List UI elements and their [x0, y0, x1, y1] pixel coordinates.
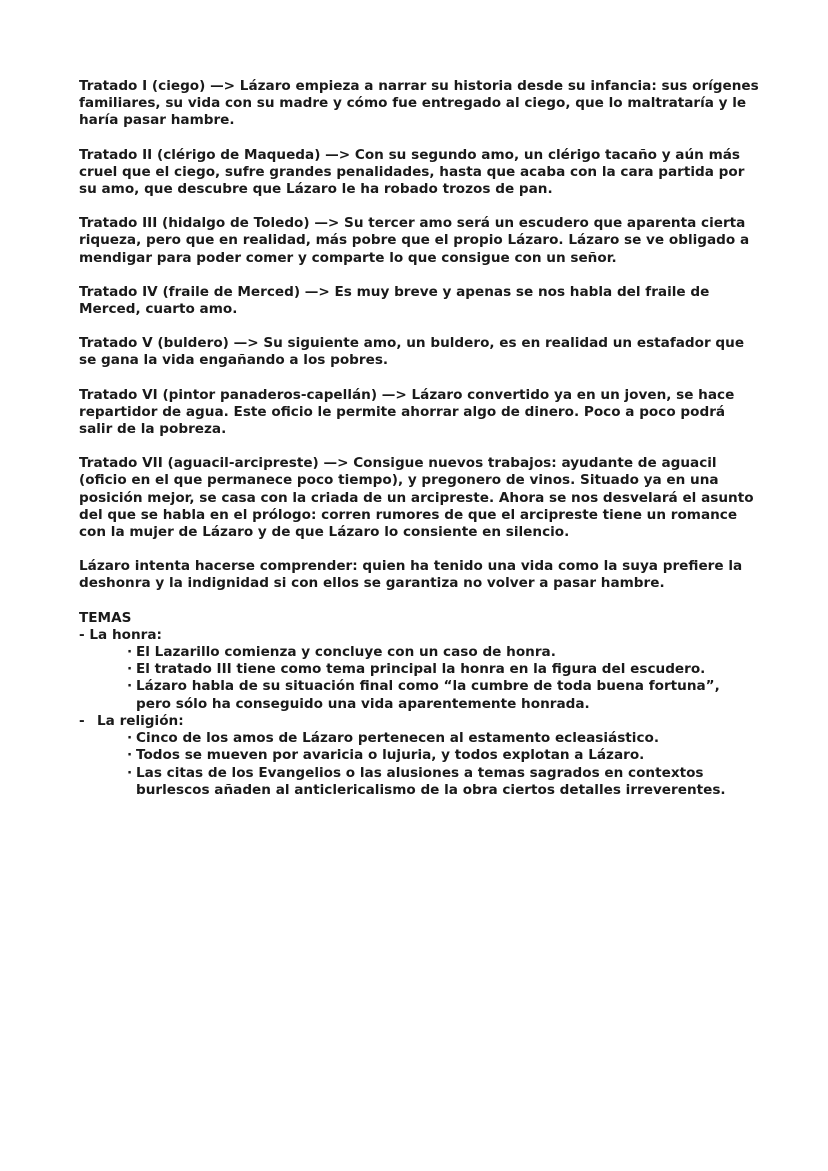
honra-list [79, 644, 759, 713]
list-item [127, 747, 759, 764]
topic-religion-label: La religión: [97, 712, 184, 729]
religion-list [79, 730, 759, 799]
paragraph-tratado-4: Tratado IV (fraile de Merced) —> Es muy breve y apenas se nos habla del fraile de Merced, cuarto amo. [79, 283, 710, 318]
list-item-text: Cinco de los amos de Lázaro pertenecen al estamento ecleasiástico. [136, 730, 660, 747]
paragraph-tratado-2: Tratado II (clérigo de Maqueda) —> Con su segundo amo, un clérigo tacaño y aún más cruel que el ciego, sufre grandes penalidades, hasta que acaba con la cara partida por su amo, que descubre que Lázaro le ha robado trozos de pan. [79, 146, 745, 198]
list-item-text: El tratado III tiene como tema principal la honra en la figura del escudero. [136, 661, 706, 678]
list-item [127, 661, 759, 678]
list-item-text: Lázaro habla de su situación final como “la cumbre de toda buena fortuna”, pero sólo ha conseguido una vida aparentemente honrada. [136, 678, 720, 712]
temas-heading: TEMAS [79, 609, 132, 626]
document-page [79, 78, 759, 799]
topic-honra [79, 627, 759, 644]
list-item-text: Las citas de los Evangelios o las alusiones a temas sagrados en contextos burlescos añaden al anticlericalismo de la obra ciertos detalles irreverentes. [136, 764, 726, 798]
bullet: · [127, 730, 133, 747]
bullet: · [127, 764, 133, 781]
list-item-text: Todos se mueven por avaricia o lujuria, y todos explotan a Lázaro. [136, 747, 645, 764]
paragraph-conclusion: Lázaro intenta hacerse comprender: quien ha tenido una vida como la suya prefiere la deshonra y la indignidad si con ellos se garantiza no volver a pasar hambre. [79, 558, 743, 592]
paragraph-tratado-3: Tratado III (hidalgo de Toledo) —> Su tercer amo será un escudero que aparenta cierta riqueza, pero que en realidad, más pobre que el propio Lázaro. Lázaro se ve obligado a mendigar para poder comer y comparte lo que consigue con un señor. [79, 215, 750, 266]
list-item [127, 765, 759, 799]
topic-honra-label: La honra: [89, 626, 162, 643]
list-item [127, 730, 759, 747]
temas-section [79, 610, 759, 799]
topic-religion-dash: - [79, 712, 85, 729]
paragraph-tratado-7: Tratado VII (aguacil-arcipreste) —> Consigue nuevos trabajos: ayudante de aguacil (oficio en el que permanece poco tiempo), y pregonero de vinos. Situado ya en una posición mejor, se casa con la criada de un arcipreste. Ahora se nos desvelará el asunto del que se habla en el prólogo: corren rumores de que el arcipreste tiene un romance con la mujer de Lázaro y de que Lázaro lo consiente en silencio. [79, 455, 754, 541]
list-item [127, 644, 759, 661]
bullet: · [127, 661, 133, 678]
list-item [127, 678, 759, 712]
paragraph-tratado-5: Tratado V (buldero) —> Su siguiente amo, un buldero, es en realidad un estafador que se gana la vida engañando a los pobres. [79, 335, 745, 369]
paragraph-tratado-6: Tratado VI (pintor panaderos-capellán) —> Lázaro convertido ya en un joven, se hace repartidor de agua. Este oficio le permite ahorrar algo de dinero. Poco a poco podrá salir de la pobreza. [79, 386, 735, 438]
bullet: · [127, 644, 133, 661]
topic-religion [79, 713, 759, 730]
list-item-text: El Lazarillo comienza y concluye con un caso de honra. [136, 644, 556, 661]
paragraph-tratado-1: Tratado I (ciego) —> Lázaro empieza a narrar su historia desde su infancia: sus orígenes familiares, su vida con su madre y cómo fue entregado al ciego, que lo maltrataría y le haría pasar hambre. [79, 78, 759, 129]
topic-honra-dash: - [79, 626, 85, 643]
bullet: · [127, 678, 133, 695]
bullet: · [127, 747, 133, 764]
